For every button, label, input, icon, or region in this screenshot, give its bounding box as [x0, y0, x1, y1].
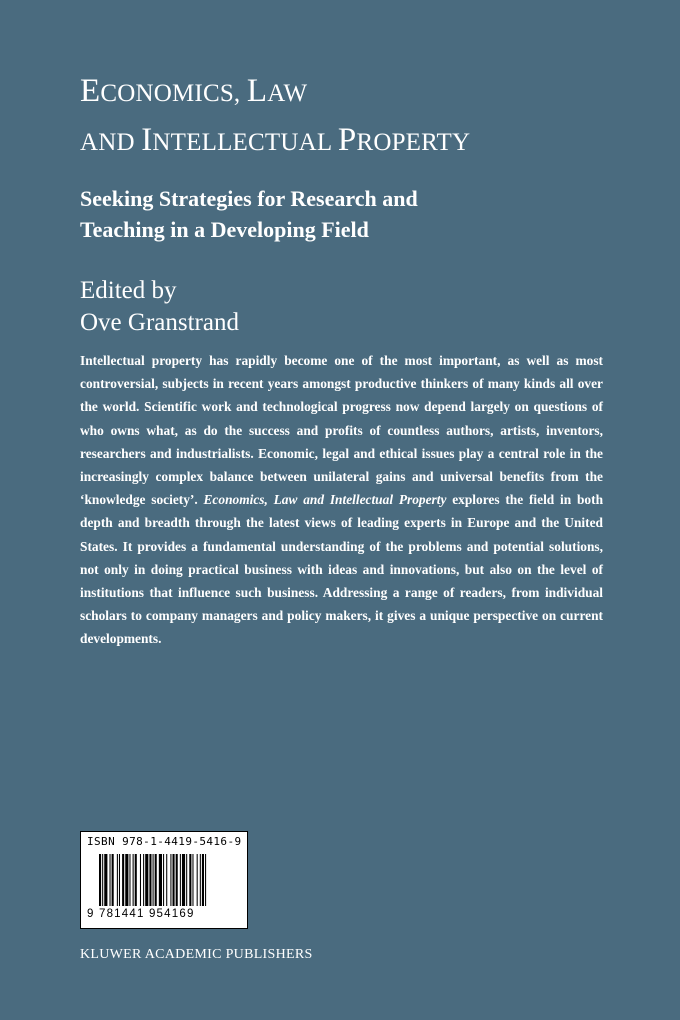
editor-name: Ove Granstrand	[80, 309, 239, 336]
barcode-image	[99, 854, 235, 906]
subtitle-line-2: Teaching in a Developing Field	[80, 217, 369, 242]
book-subtitle	[80, 183, 640, 245]
subtitle-line-1: Seeking Strategies for Research and	[80, 186, 418, 211]
title-line-1: ECONOMICS, LAW	[80, 73, 308, 109]
editor-credit	[80, 275, 640, 339]
barcode-panel	[80, 831, 248, 929]
editor-label: Edited by	[80, 277, 177, 304]
book-title	[80, 68, 640, 166]
description-title-italic: Economics, Law and Intellectual Property	[203, 492, 447, 508]
isbn-label: ISBN 978-1-4419-5416-9	[87, 835, 242, 848]
publisher-name: KLUWER ACADEMIC PUBLISHERS	[80, 947, 313, 962]
barcode-digits: 9 781441 954169	[87, 908, 195, 920]
title-line-2: AND INTELLECTUAL PROPERTY	[80, 122, 471, 158]
book-description: Intellectual property has rapidly become one of the most important, as well as most controversial, subjects in recent years amongst productive thinkers of many kinds all over the world. Scientific work and technological progress now depend largely on questions of who owns what, as do the success and profits of countless authors, artists, inventors, researchers and industrialists. Economic, legal and ethical issues play a central role in the increasingly complex balance between unilateral gains and universal benefits from the ‘knowledge society’. Economics, Law and Intellectual Property explores the field in both depth and breadth through the latest views of leading experts in Europe and the United States. It provides a fundamental understanding of the problems and potential solutions, not only in doing practical business with ideas and innovations, but also on the level of institutions that influence such business. Addressing a range of readers, from individual scholars to company managers and policy makers, it gives a unique perspective on current developments.	[80, 353, 604, 647]
